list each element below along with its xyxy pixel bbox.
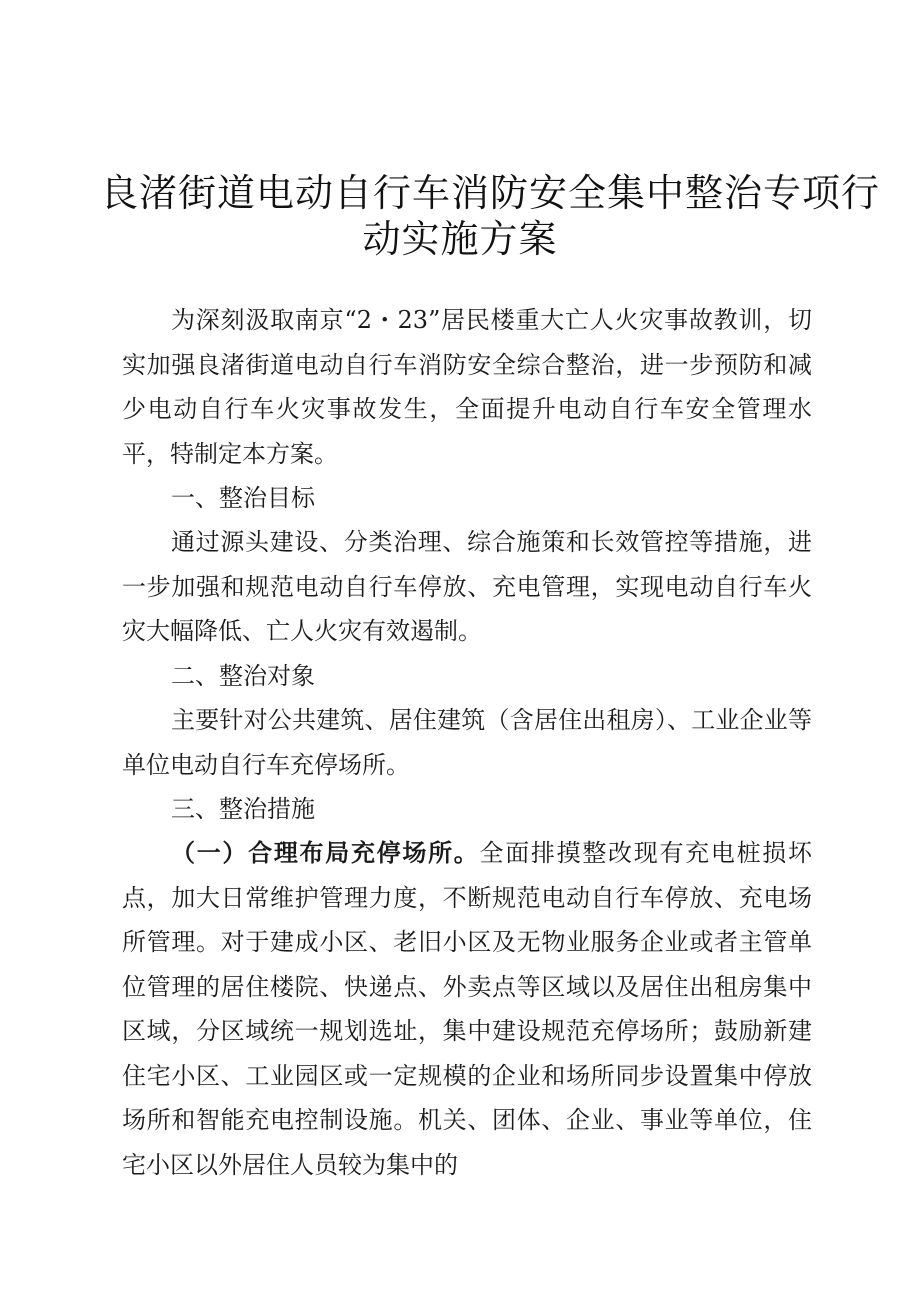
section-heading-goals: 一、整治目标 xyxy=(171,484,315,512)
section-targets-paragraph: 主要针对公共建筑、居住建筑（含居住出租房）、工业企业等单位电动自行车充停场所。 xyxy=(122,706,812,779)
document-title-line-1: 良渚街道电动自行车消防安全集中整治专项行 xyxy=(100,171,881,215)
section-goals-paragraph: 通过源头建设、分类治理、综合施策和长效管控等措施，进一步加强和规范电动自行车停放、充电管理，实现电动自行车火灾大幅降低、亡人火灾有效遏制。 xyxy=(122,528,812,645)
measure-1-body: 全面排摸整改现有充电桩损坏点，加大日常维护管理力度，不断规范电动自行车停放、充电场所管理。对于建成小区、老旧小区及无物业服务企业或者主管单位管理的居住楼院、快递点、外卖点等区域以及居住出租房集中区域，分区域统一规划选址，集中建设规范充停场所；鼓励新建住宅小区、工业园区或一定规模的企业和场所同步设置集中停放场所和智能充电控制设施。机关、团体、企业、事业等单位，住宅小区以外居住人员较为集中的 xyxy=(122,839,812,1179)
intro-paragraph: 为深刻汲取南京“2・23”居民楼重大亡人火灾事故教训，切实加强良渚街道电动自行车消防安全综合整治，进一步预防和减少电动自行车火灾事故发生，全面提升电动自行车安全管理水平，特制定本方案。 xyxy=(122,306,812,468)
section-heading-targets: 二、整治对象 xyxy=(171,662,315,690)
measure-1-paragraph xyxy=(122,831,812,1187)
section-heading-measures: 三、整治措施 xyxy=(171,795,315,823)
document-title-line-2: 动实施方案 xyxy=(362,217,558,261)
measure-1-lead: （一）合理布局充停场所。 xyxy=(171,839,480,867)
